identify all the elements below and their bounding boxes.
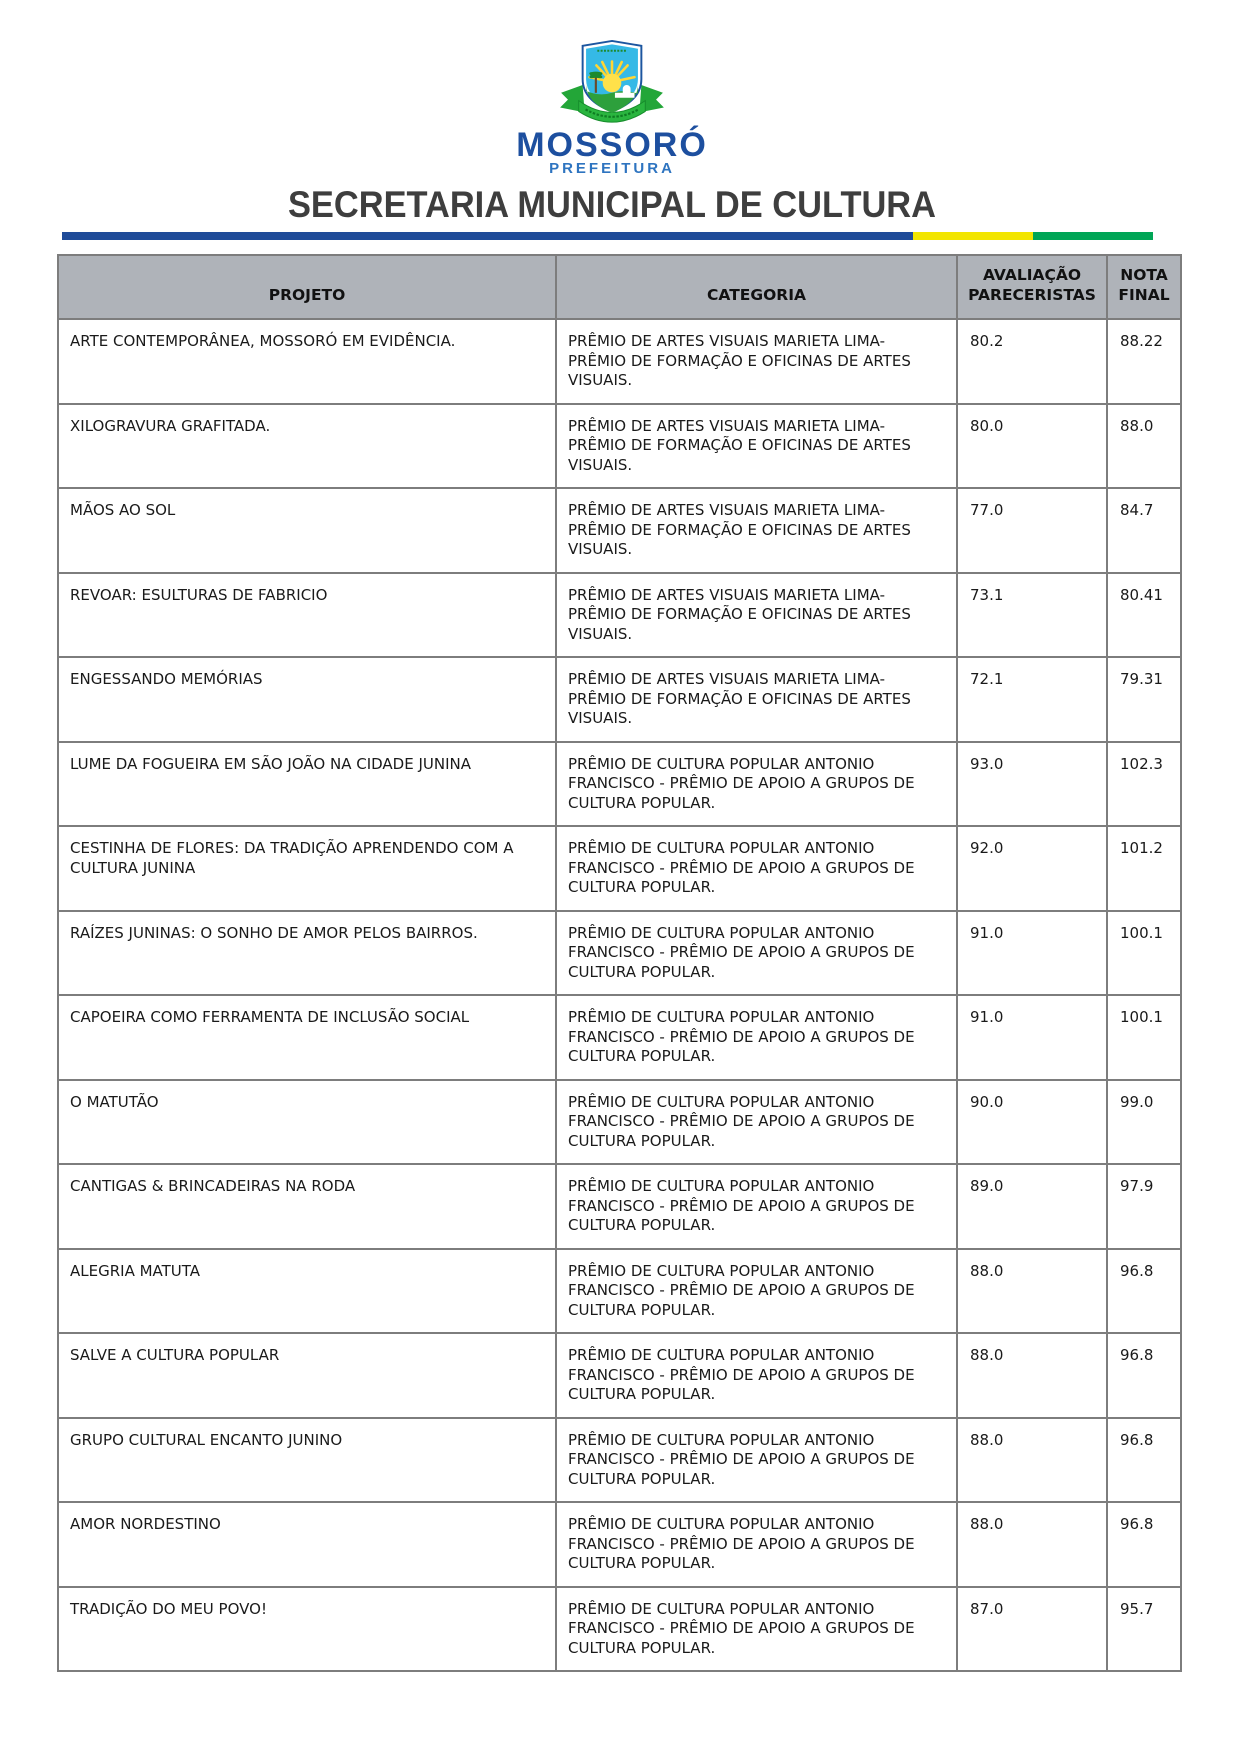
table-row (58, 1502, 1181, 1587)
table-row (58, 488, 1181, 573)
column-header-nota: NOTA FINAL (1107, 255, 1181, 319)
cell-avaliacao: 88.0 (957, 1418, 1107, 1503)
table-row (58, 742, 1181, 827)
column-header-categoria: CATEGORIA (556, 255, 957, 319)
cell-avaliacao: 80.2 (957, 319, 1107, 404)
table-row (58, 404, 1181, 489)
results-table (57, 254, 1182, 1672)
column-header-avaliacao: AVALIAÇÃO PARECERISTAS (957, 255, 1107, 319)
cell-nota: 84.7 (1107, 488, 1181, 573)
divider-blue-segment (62, 232, 913, 240)
cell-categoria: PRÊMIO DE ARTES VISUAIS MARIETA LIMA- PRÊMIO DE FORMAÇÃO E OFICINAS DE ARTES VISUAIS. (556, 657, 957, 742)
cell-projeto: LUME DA FOGUEIRA EM SÃO JOÃO NA CIDADE JUNINA (58, 742, 556, 827)
cell-projeto: RAÍZES JUNINAS: O SONHO DE AMOR PELOS BAIRROS. (58, 911, 556, 996)
cell-avaliacao: 88.0 (957, 1249, 1107, 1334)
cell-avaliacao: 91.0 (957, 995, 1107, 1080)
divider-yellow-segment (913, 232, 1033, 240)
cell-avaliacao: 77.0 (957, 488, 1107, 573)
city-subtitle: PREFEITURA (549, 160, 675, 177)
cell-categoria: PRÊMIO DE CULTURA POPULAR ANTONIO FRANCISCO - PRÊMIO DE APOIO A GRUPOS DE CULTURA POPULAR. (556, 1333, 957, 1418)
cell-nota: 101.2 (1107, 826, 1181, 911)
cell-categoria: PRÊMIO DE ARTES VISUAIS MARIETA LIMA- PRÊMIO DE FORMAÇÃO E OFICINAS DE ARTES VISUAIS. (556, 319, 957, 404)
cell-nota: 97.9 (1107, 1164, 1181, 1249)
cell-categoria: PRÊMIO DE CULTURA POPULAR ANTONIO FRANCISCO - PRÊMIO DE APOIO A GRUPOS DE CULTURA POPULAR. (556, 995, 957, 1080)
table-row (58, 657, 1181, 742)
results-table-container (57, 254, 1240, 1672)
document-header (0, 0, 1240, 224)
table-row (58, 1249, 1181, 1334)
cell-nota: 96.8 (1107, 1502, 1181, 1587)
city-name: MOSSORÓ (516, 126, 708, 164)
cell-avaliacao: 91.0 (957, 911, 1107, 996)
cell-categoria: PRÊMIO DE CULTURA POPULAR ANTONIO FRANCISCO - PRÊMIO DE APOIO A GRUPOS DE CULTURA POPULAR. (556, 1418, 957, 1503)
cell-avaliacao: 90.0 (957, 1080, 1107, 1165)
cell-nota: 96.8 (1107, 1418, 1181, 1503)
cell-projeto: MÃOS AO SOL (58, 488, 556, 573)
table-header-row (58, 255, 1181, 319)
cell-avaliacao: 88.0 (957, 1333, 1107, 1418)
table-row (58, 995, 1181, 1080)
cell-nota: 88.0 (1107, 404, 1181, 489)
cell-categoria: PRÊMIO DE CULTURA POPULAR ANTONIO FRANCISCO - PRÊMIO DE APOIO A GRUPOS DE CULTURA POPULAR. (556, 1587, 957, 1672)
table-row (58, 319, 1181, 404)
mossoro-crest-icon (553, 38, 671, 130)
table-row (58, 1333, 1181, 1418)
cell-avaliacao: 87.0 (957, 1587, 1107, 1672)
cell-projeto: AMOR NORDESTINO (58, 1502, 556, 1587)
cell-nota: 88.22 (1107, 319, 1181, 404)
cell-categoria: PRÊMIO DE CULTURA POPULAR ANTONIO FRANCISCO - PRÊMIO DE APOIO A GRUPOS DE CULTURA POPULAR. (556, 1164, 957, 1249)
tricolor-divider (62, 232, 1153, 240)
table-body (58, 319, 1181, 1671)
cell-nota: 96.8 (1107, 1249, 1181, 1334)
cell-avaliacao: 73.1 (957, 573, 1107, 658)
cell-nota: 100.1 (1107, 995, 1181, 1080)
cell-categoria: PRÊMIO DE CULTURA POPULAR ANTONIO FRANCISCO - PRÊMIO DE APOIO A GRUPOS DE CULTURA POPULAR. (556, 1249, 957, 1334)
cell-avaliacao: 89.0 (957, 1164, 1107, 1249)
table-row (58, 1164, 1181, 1249)
table-row (58, 1587, 1181, 1672)
cell-projeto: GRUPO CULTURAL ENCANTO JUNINO (58, 1418, 556, 1503)
cell-projeto: CANTIGAS & BRINCADEIRAS NA RODA (58, 1164, 556, 1249)
cell-avaliacao: 80.0 (957, 404, 1107, 489)
cell-projeto: ENGESSANDO MEMÓRIAS (58, 657, 556, 742)
cell-categoria: PRÊMIO DE CULTURA POPULAR ANTONIO FRANCISCO - PRÊMIO DE APOIO A GRUPOS DE CULTURA POPULAR. (556, 911, 957, 996)
cell-categoria: PRÊMIO DE ARTES VISUAIS MARIETA LIMA- PRÊMIO DE FORMAÇÃO E OFICINAS DE ARTES VISUAIS. (556, 488, 957, 573)
table-row (58, 573, 1181, 658)
cell-nota: 99.0 (1107, 1080, 1181, 1165)
cell-avaliacao: 92.0 (957, 826, 1107, 911)
cell-projeto: REVOAR: ESULTURAS DE FABRICIO (58, 573, 556, 658)
cell-projeto: CAPOEIRA COMO FERRAMENTA DE INCLUSÃO SOCIAL (58, 995, 556, 1080)
table-row (58, 911, 1181, 996)
cell-projeto: ARTE CONTEMPORÂNEA, MOSSORÓ EM EVIDÊNCIA. (58, 319, 556, 404)
cell-projeto: O MATUTÃO (58, 1080, 556, 1165)
cell-avaliacao: 93.0 (957, 742, 1107, 827)
divider-green-segment (1033, 232, 1153, 240)
cell-nota: 100.1 (1107, 911, 1181, 996)
cell-projeto: XILOGRAVURA GRAFITADA. (58, 404, 556, 489)
cell-projeto: TRADIÇÃO DO MEU POVO! (58, 1587, 556, 1672)
table-row (58, 826, 1181, 911)
cell-nota: 80.41 (1107, 573, 1181, 658)
column-header-projeto: PROJETO (58, 255, 556, 319)
cell-categoria: PRÊMIO DE ARTES VISUAIS MARIETA LIMA- PRÊMIO DE FORMAÇÃO E OFICINAS DE ARTES VISUAIS. (556, 573, 957, 658)
cell-categoria: PRÊMIO DE CULTURA POPULAR ANTONIO FRANCISCO - PRÊMIO DE APOIO A GRUPOS DE CULTURA POPULAR. (556, 826, 957, 911)
cell-projeto: ALEGRIA MATUTA (58, 1249, 556, 1334)
table-row (58, 1418, 1181, 1503)
cell-projeto: CESTINHA DE FLORES: DA TRADIÇÃO APRENDENDO COM A CULTURA JUNINA (58, 826, 556, 911)
cell-projeto: SALVE A CULTURA POPULAR (58, 1333, 556, 1418)
cell-categoria: PRÊMIO DE CULTURA POPULAR ANTONIO FRANCISCO - PRÊMIO DE APOIO A GRUPOS DE CULTURA POPULAR. (556, 742, 957, 827)
cell-nota: 95.7 (1107, 1587, 1181, 1672)
cell-nota: 79.31 (1107, 657, 1181, 742)
table-row (58, 1080, 1181, 1165)
cell-nota: 96.8 (1107, 1333, 1181, 1418)
cell-avaliacao: 88.0 (957, 1502, 1107, 1587)
cell-nota: 102.3 (1107, 742, 1181, 827)
page-title: SECRETARIA MUNICIPAL DE CULTURA (287, 184, 937, 225)
cell-categoria: PRÊMIO DE ARTES VISUAIS MARIETA LIMA- PRÊMIO DE FORMAÇÃO E OFICINAS DE ARTES VISUAIS. (556, 404, 957, 489)
cell-avaliacao: 72.1 (957, 657, 1107, 742)
cell-categoria: PRÊMIO DE CULTURA POPULAR ANTONIO FRANCISCO - PRÊMIO DE APOIO A GRUPOS DE CULTURA POPULAR. (556, 1080, 957, 1165)
cell-categoria: PRÊMIO DE CULTURA POPULAR ANTONIO FRANCISCO - PRÊMIO DE APOIO A GRUPOS DE CULTURA POPULAR. (556, 1502, 957, 1587)
